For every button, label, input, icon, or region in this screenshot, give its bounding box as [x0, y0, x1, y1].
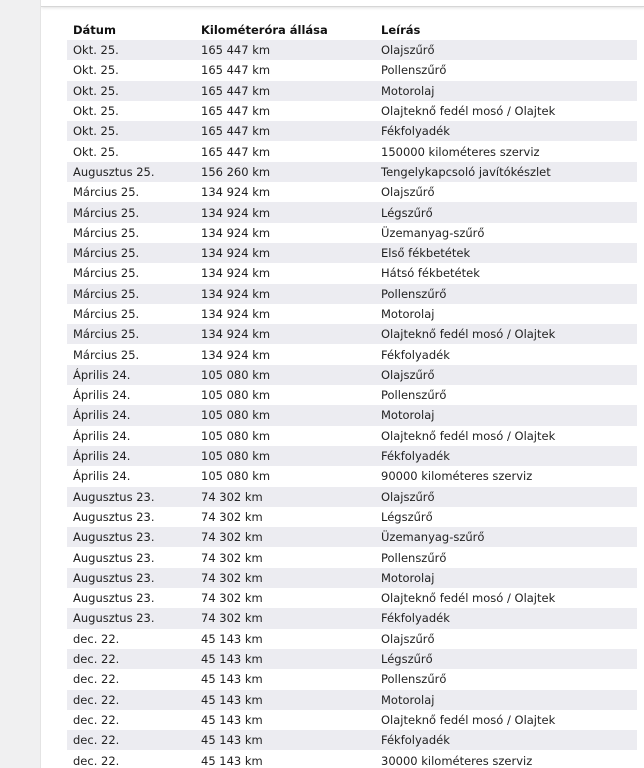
table-row [67, 750, 637, 768]
cell-date: Augusztus 23. [67, 487, 195, 507]
cell-odometer: 105 080 km [195, 405, 375, 425]
cell-description: Fékfolyadék [375, 730, 637, 750]
cell-description: Pollenszűrő [375, 284, 637, 304]
table-row [67, 101, 637, 121]
cell-description: Motorolaj [375, 690, 637, 710]
cell-odometer: 45 143 km [195, 730, 375, 750]
table-row [67, 40, 637, 60]
cell-odometer: 45 143 km [195, 629, 375, 649]
cell-date: Április 24. [67, 365, 195, 385]
table-row [67, 284, 637, 304]
table-row [67, 121, 637, 141]
cell-odometer: 45 143 km [195, 710, 375, 730]
cell-date: Április 24. [67, 466, 195, 486]
cell-date: Március 25. [67, 243, 195, 263]
cell-date: dec. 22. [67, 750, 195, 768]
cell-description: Olajszűrő [375, 487, 637, 507]
cell-description: Légszűrő [375, 649, 637, 669]
cell-odometer: 105 080 km [195, 365, 375, 385]
cell-odometer: 165 447 km [195, 60, 375, 80]
table-row [67, 710, 637, 730]
cell-description: Fékfolyadék [375, 608, 637, 628]
cell-description: Légszűrő [375, 202, 637, 222]
service-history-table [67, 20, 637, 768]
table-row [67, 487, 637, 507]
cell-description: Fékfolyadék [375, 121, 637, 141]
cell-date: Augusztus 23. [67, 547, 195, 567]
cell-description: Fékfolyadék [375, 344, 637, 364]
cell-odometer: 74 302 km [195, 547, 375, 567]
cell-description: Olajteknő fedél mosó / Olajtek [375, 588, 637, 608]
cell-date: Március 25. [67, 324, 195, 344]
cell-description: Pollenszűrő [375, 547, 637, 567]
cell-date: Április 24. [67, 446, 195, 466]
cell-description: Első fékbetétek [375, 243, 637, 263]
cell-odometer: 165 447 km [195, 81, 375, 101]
cell-description: Pollenszűrő [375, 669, 637, 689]
table-row [67, 608, 637, 628]
cell-date: Április 24. [67, 426, 195, 446]
table-row [67, 649, 637, 669]
cell-odometer: 45 143 km [195, 669, 375, 689]
cell-odometer: 105 080 km [195, 466, 375, 486]
table-row [67, 507, 637, 527]
cell-date: Március 25. [67, 202, 195, 222]
cell-date: Március 25. [67, 223, 195, 243]
cell-odometer: 134 924 km [195, 284, 375, 304]
cell-odometer: 134 924 km [195, 263, 375, 283]
cell-odometer: 74 302 km [195, 487, 375, 507]
table-row [67, 60, 637, 80]
cell-description: Motorolaj [375, 405, 637, 425]
cell-date: Augusztus 23. [67, 608, 195, 628]
cell-date: Okt. 25. [67, 60, 195, 80]
table-row [67, 81, 637, 101]
cell-description: Olajteknő fedél mosó / Olajtek [375, 101, 637, 121]
cell-date: Április 24. [67, 385, 195, 405]
table-row [67, 304, 637, 324]
cell-odometer: 134 924 km [195, 223, 375, 243]
cell-odometer: 165 447 km [195, 121, 375, 141]
cell-odometer: 134 924 km [195, 202, 375, 222]
table-row [67, 547, 637, 567]
cell-description: Pollenszűrő [375, 385, 637, 405]
cell-date: dec. 22. [67, 669, 195, 689]
cell-odometer: 74 302 km [195, 588, 375, 608]
cell-date: Augusztus 23. [67, 507, 195, 527]
table-row [67, 182, 637, 202]
header-date: Dátum [73, 23, 116, 37]
cell-description: Olajteknő fedél mosó / Olajtek [375, 426, 637, 446]
cell-description: Motorolaj [375, 304, 637, 324]
cell-odometer: 134 924 km [195, 324, 375, 344]
header-description: Leírás [381, 23, 421, 37]
table-row [67, 365, 637, 385]
table-row [67, 344, 637, 364]
cell-odometer: 45 143 km [195, 750, 375, 768]
cell-description: Tengelykapcsoló javítókészlet [375, 162, 637, 182]
table-row [67, 385, 637, 405]
cell-description: Üzemanyag-szűrő [375, 527, 637, 547]
table-row [67, 466, 637, 486]
table-row [67, 588, 637, 608]
cell-date: Augusztus 23. [67, 568, 195, 588]
cell-date: Okt. 25. [67, 121, 195, 141]
table-row [67, 730, 637, 750]
cell-date: dec. 22. [67, 730, 195, 750]
cell-date: Okt. 25. [67, 81, 195, 101]
cell-odometer: 45 143 km [195, 690, 375, 710]
cell-odometer: 105 080 km [195, 446, 375, 466]
table-row [67, 223, 637, 243]
top-card-edge [41, 0, 644, 7]
table-row [67, 669, 637, 689]
cell-description: Légszűrő [375, 507, 637, 527]
cell-odometer: 134 924 km [195, 243, 375, 263]
cell-description: Hátsó fékbetétek [375, 263, 637, 283]
cell-odometer: 165 447 km [195, 40, 375, 60]
table-row [67, 629, 637, 649]
table-row [67, 243, 637, 263]
cell-date: Március 25. [67, 182, 195, 202]
cell-date: Augusztus 23. [67, 527, 195, 547]
table-row [67, 162, 637, 182]
table-row [67, 426, 637, 446]
cell-date: Március 25. [67, 344, 195, 364]
cell-odometer: 105 080 km [195, 426, 375, 446]
cell-date: dec. 22. [67, 710, 195, 730]
cell-description: Olajszűrő [375, 182, 637, 202]
cell-odometer: 165 447 km [195, 141, 375, 161]
cell-date: dec. 22. [67, 649, 195, 669]
table-row [67, 141, 637, 161]
cell-description: 90000 kilométeres szerviz [375, 466, 637, 486]
cell-description: Üzemanyag-szűrő [375, 223, 637, 243]
cell-date: Okt. 25. [67, 40, 195, 60]
cell-odometer: 45 143 km [195, 649, 375, 669]
table-row [67, 263, 637, 283]
cell-date: dec. 22. [67, 629, 195, 649]
table-row [67, 568, 637, 588]
cell-description: 150000 kilométeres szerviz [375, 141, 637, 161]
cell-date: Okt. 25. [67, 141, 195, 161]
table-body [67, 40, 637, 768]
cell-description: Motorolaj [375, 568, 637, 588]
cell-description: Fékfolyadék [375, 446, 637, 466]
cell-date: Augusztus 25. [67, 162, 195, 182]
cell-description: Olajteknő fedél mosó / Olajtek [375, 324, 637, 344]
cell-description: Motorolaj [375, 81, 637, 101]
cell-odometer: 165 447 km [195, 101, 375, 121]
cell-date: Március 25. [67, 284, 195, 304]
cell-odometer: 74 302 km [195, 507, 375, 527]
table-header-row [67, 20, 637, 40]
cell-odometer: 156 260 km [195, 162, 375, 182]
cell-description: 30000 kilométeres szerviz [375, 750, 637, 768]
cell-date: Augusztus 23. [67, 588, 195, 608]
table-row [67, 405, 637, 425]
table-row [67, 527, 637, 547]
cell-odometer: 74 302 km [195, 608, 375, 628]
table-row [67, 202, 637, 222]
cell-description: Olajszűrő [375, 40, 637, 60]
cell-description: Olajteknő fedél mosó / Olajtek [375, 710, 637, 730]
cell-description: Olajszűrő [375, 629, 637, 649]
cell-description: Olajszűrő [375, 365, 637, 385]
cell-odometer: 105 080 km [195, 385, 375, 405]
table-row [67, 446, 637, 466]
cell-date: Március 25. [67, 304, 195, 324]
cell-date: Április 24. [67, 405, 195, 425]
cell-odometer: 134 924 km [195, 344, 375, 364]
table-row [67, 324, 637, 344]
cell-date: Március 25. [67, 263, 195, 283]
cell-odometer: 134 924 km [195, 182, 375, 202]
cell-date: dec. 22. [67, 690, 195, 710]
cell-odometer: 74 302 km [195, 568, 375, 588]
cell-odometer: 74 302 km [195, 527, 375, 547]
table-row [67, 690, 637, 710]
cell-odometer: 134 924 km [195, 304, 375, 324]
cell-description: Pollenszűrő [375, 60, 637, 80]
content-panel [40, 0, 644, 768]
header-odometer: Kilométeróra állása [201, 23, 328, 37]
cell-date: Okt. 25. [67, 101, 195, 121]
